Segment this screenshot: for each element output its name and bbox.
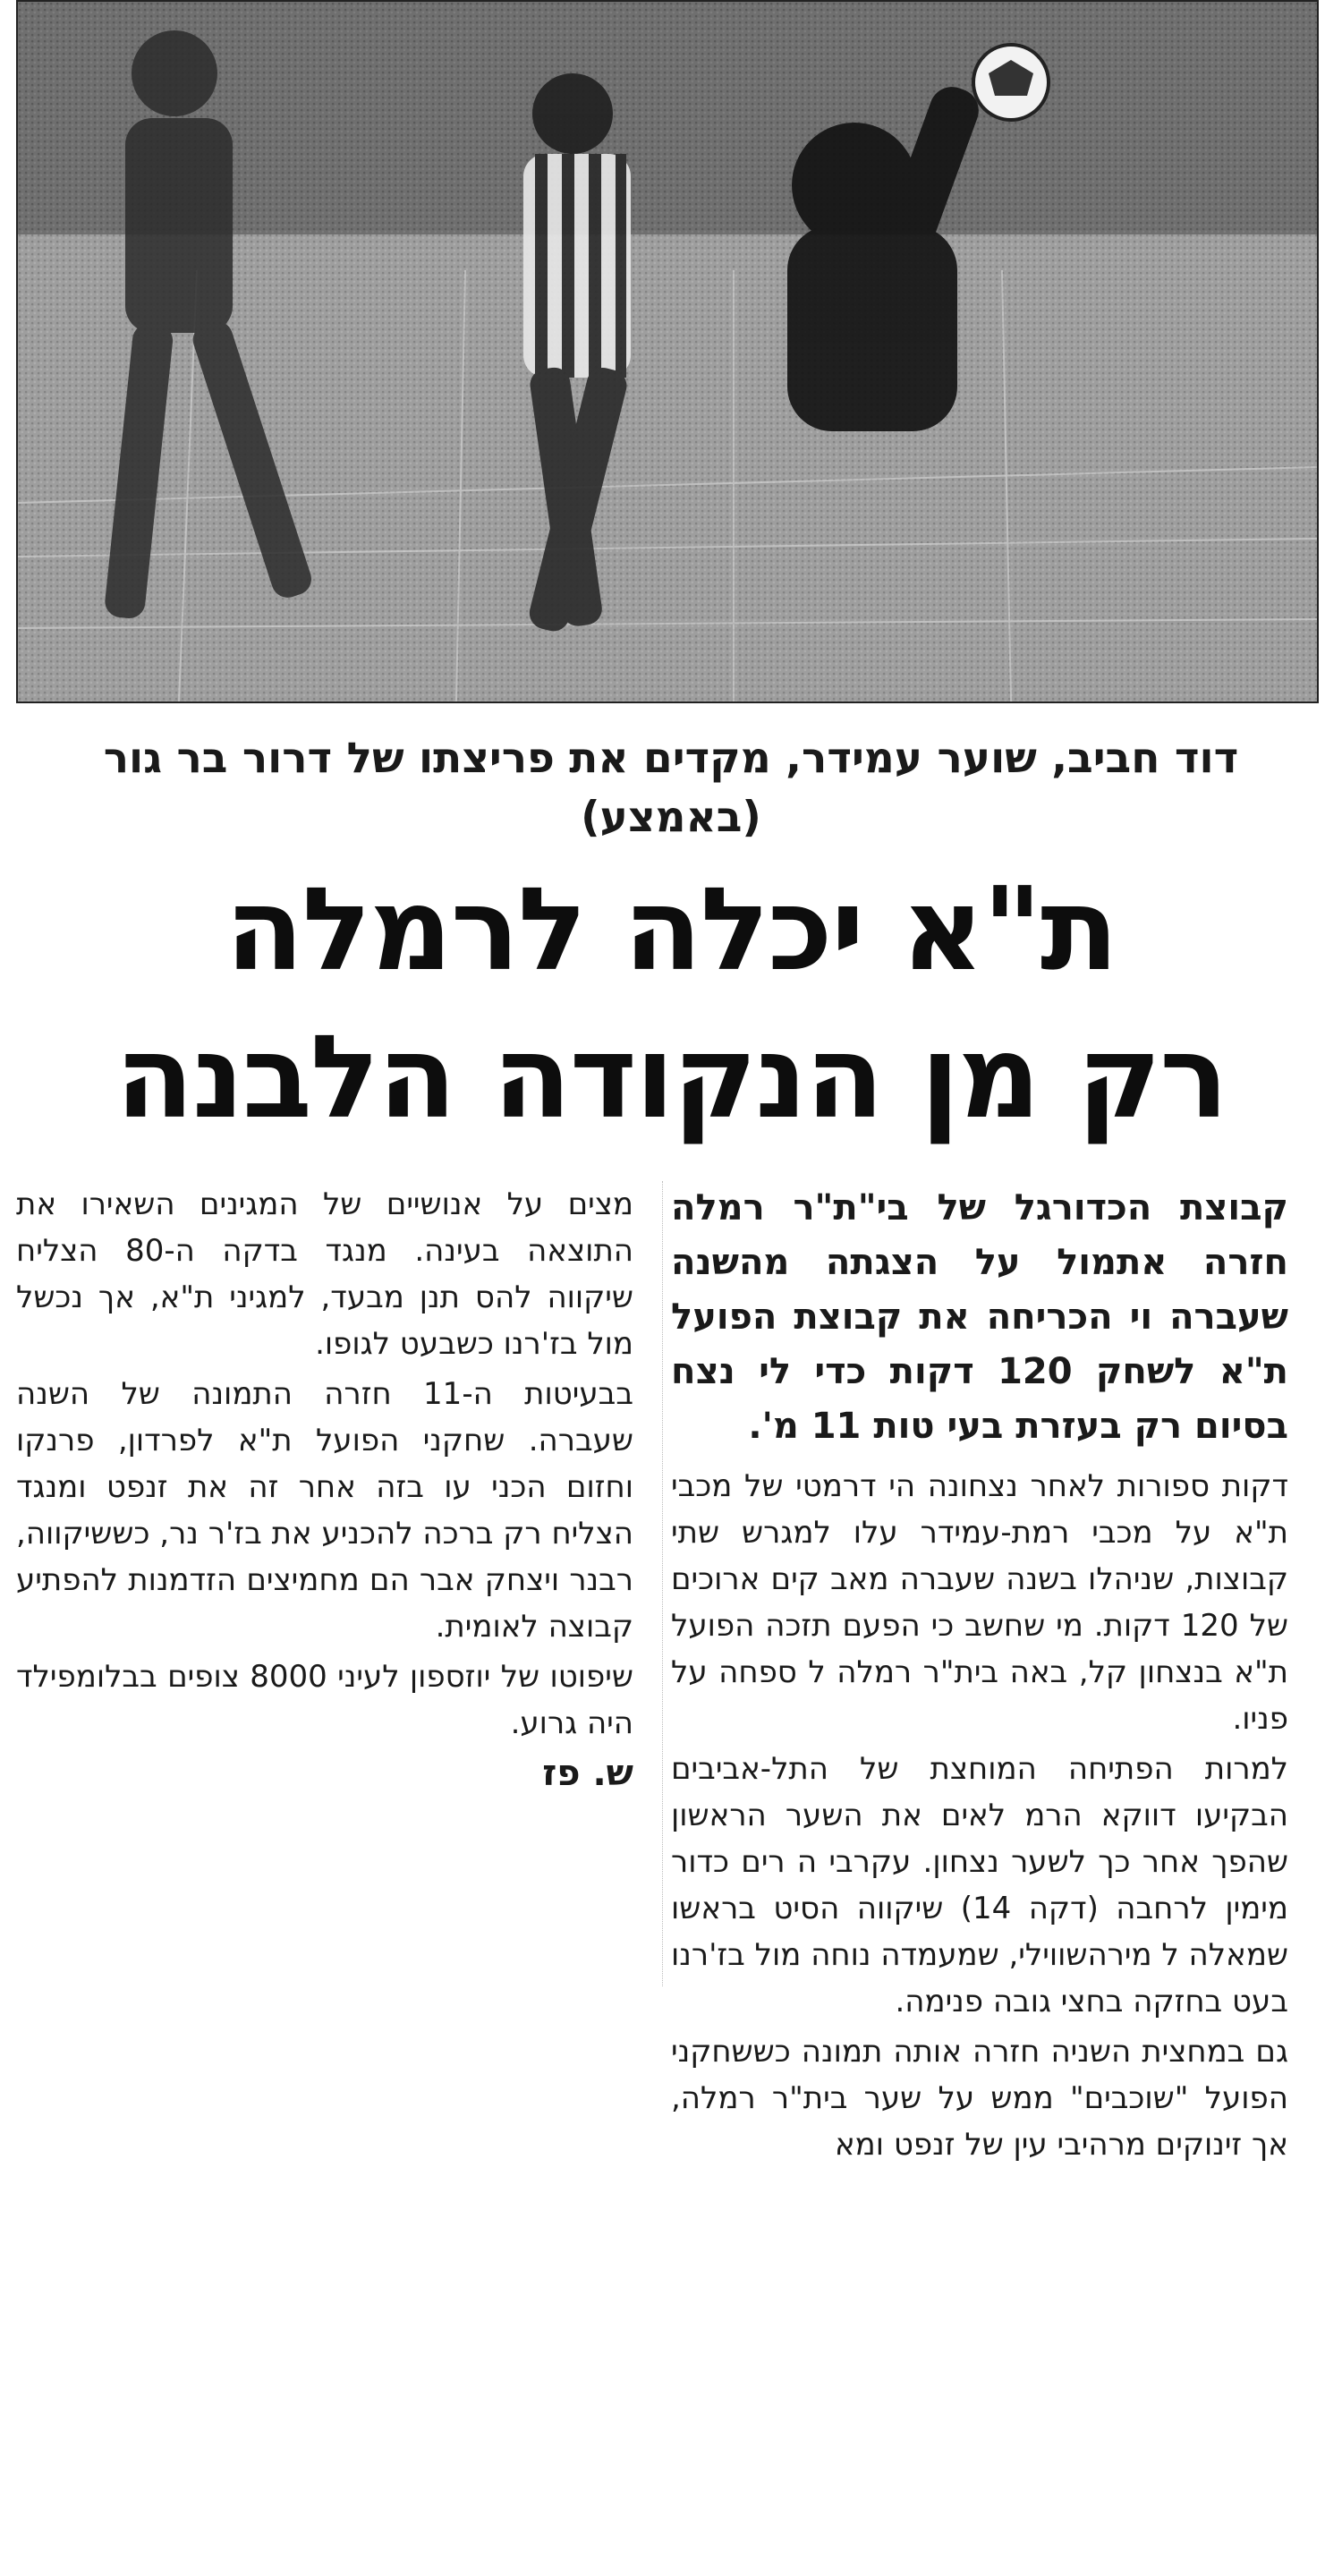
headline-line-2: רק מן הנקודה הלבנה bbox=[115, 1011, 1227, 1144]
article-lead: קבוצת הכדורגל של בי"ת"ר רמלה חזרה אתמול על הצגתה מהשנה שעברה וי הכריחה את קבוצת הפועל ת"א לשחק 120 דקות כדי לי נצח בסיום רק בעזרת בעי טות 11 מ'. bbox=[671, 1187, 1288, 1447]
news-photo bbox=[16, 0, 1319, 703]
headline-line-1: ת"א יכלה לרמלה bbox=[225, 863, 1117, 997]
photo-illustration bbox=[18, 2, 1317, 701]
article-column-right bbox=[671, 1181, 1288, 2568]
photo-caption: דוד חביב, שוער עמידר, מקדים את פריצתו של דרור בר גור (באמצע) bbox=[103, 734, 1239, 842]
column-divider bbox=[662, 1181, 663, 1986]
article-paragraph: גם במחצית השניה חזרה אותה תמונה כששחקני הפועל "שוכבים" ממש על שער בית"ר רמלה, אך זינוקים מרהיבי עין של זנפט ומא bbox=[671, 2034, 1288, 2163]
article-column-left bbox=[16, 1181, 633, 1986]
article-paragraph: שיפוטו של יוזספון לעיני 8000 צופים בבלומפילד היה גרוע. bbox=[16, 1659, 633, 1741]
article-paragraph: למרות הפתיחה המוחצת של התל-אביבים הבקיעו דווקא הרמ לאים את השער הראשון שהפך אחר כך לשער נצחון. עקרבי ה רים כדור מימין לרחבה (דקה 14) שיקווה הסיט בראשו שמאלה ל מירהשווילי, שמעמדה נוחה מול בז'רנו בעט בחזקה בחצי גובה פנימה. bbox=[671, 1751, 1288, 2019]
article-paragraph: בבעיטות ה-11 חזרה התמונה של השנה שעברה. שחקני הפועל ת"א לפרדון, פרנקו וחזום הכני עו בזה אחר זה את זנפט ומנגד הצליח רק ברכה להכניע את בז'ר נר, כששיקווה, רבנר ויצחק אבר הם מחמיצים הזדמנות להפתיע קבוצה לאומית. bbox=[16, 1376, 633, 1645]
author-signature: ש. פז bbox=[542, 1753, 633, 1794]
article-paragraph: מצים על אנושיים של המגינים השאירו את התוצאה בעינה. מנגד בדקה ה-80 הצליח שיקווה להס תנן מבעד, למגיני ת"א, אך נכשל מול בז'רנו כשבעט לגופו. bbox=[16, 1186, 633, 1362]
article-paragraph: דקות ספורות לאחר נצחונה הי דרמטי של מכבי ת"א על מכבי רמת-עמידר עלו למגרש שתי קבוצות, שניהלו בשנה שעברה מאב קים ארוכים של 120 דקות. מי שחשב כי הפעם תזכה הפועל ת"א בנצחון קל, באה בית"ר רמלה ל ספחה על פניו. bbox=[671, 1468, 1288, 1737]
